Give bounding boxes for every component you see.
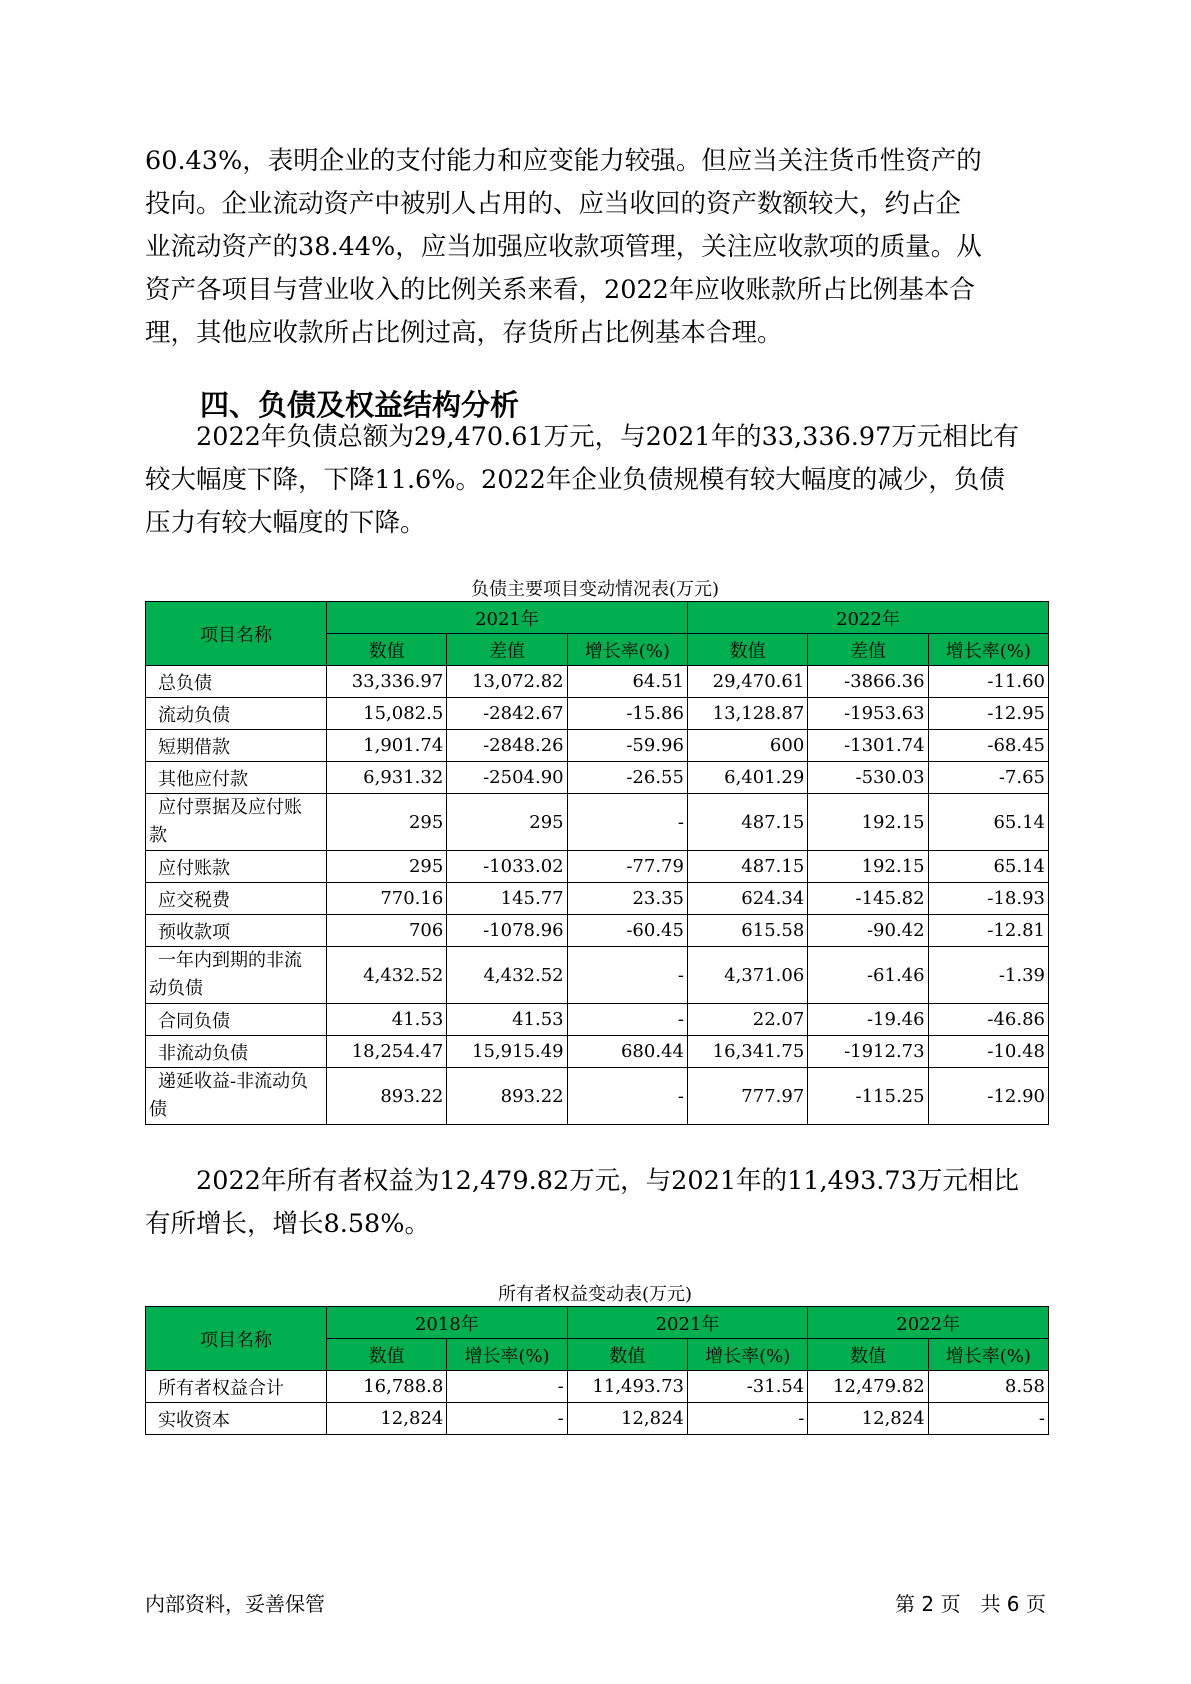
table-cell: -60.45 bbox=[567, 915, 687, 947]
header-col: 增长率(%) bbox=[567, 634, 687, 666]
body-paragraph-2 bbox=[145, 416, 1045, 545]
header-year: 2022年 bbox=[808, 1307, 1049, 1339]
table-cell: 12,824 bbox=[808, 1403, 928, 1435]
table-cell: -1033.02 bbox=[447, 851, 567, 883]
row-label-line: 一年内到期的非流 bbox=[158, 950, 302, 971]
equity-table bbox=[145, 1306, 1049, 1435]
row-label: 预收款项 bbox=[146, 915, 327, 947]
table-cell: 12,824 bbox=[567, 1403, 687, 1435]
table-cell: - bbox=[447, 1371, 567, 1403]
table-cell: 192.15 bbox=[808, 794, 928, 851]
table-cell: 6,931.32 bbox=[327, 762, 447, 794]
liabilities-table bbox=[145, 601, 1049, 1125]
table-cell: -12.90 bbox=[928, 1068, 1048, 1125]
table-cell: 64.51 bbox=[567, 666, 687, 698]
table-cell: 4,371.06 bbox=[687, 947, 807, 1004]
paragraph-line: 理，其他应收款所占比例过高，存货所占比例基本合理。 bbox=[145, 318, 783, 348]
body-paragraph-1 bbox=[145, 140, 1045, 355]
table-cell: 65.14 bbox=[928, 794, 1048, 851]
row-label: 实收资本 bbox=[146, 1403, 327, 1435]
table-cell: 4,432.52 bbox=[327, 947, 447, 1004]
footer-page-number: 第 2 页 共 6 页 bbox=[895, 1592, 1046, 1616]
table-cell: -15.86 bbox=[567, 698, 687, 730]
table-cell: -18.93 bbox=[928, 883, 1048, 915]
table-cell: 6,401.29 bbox=[687, 762, 807, 794]
paragraph-line: 较大幅度下降，下降11.6%。2022年企业负债规模有较大幅度的减少，负债 bbox=[145, 465, 1005, 495]
table-cell: -2504.90 bbox=[447, 762, 567, 794]
header-col: 增长率(%) bbox=[928, 1339, 1048, 1371]
header-col: 差值 bbox=[808, 634, 928, 666]
table-cell: -19.46 bbox=[808, 1004, 928, 1036]
table-cell: 15,082.5 bbox=[327, 698, 447, 730]
table-row bbox=[146, 1068, 1049, 1125]
table-cell: 23.35 bbox=[567, 883, 687, 915]
table-cell: -12.81 bbox=[928, 915, 1048, 947]
row-label: 所有者权益合计 bbox=[146, 1371, 327, 1403]
table-cell: 15,915.49 bbox=[447, 1036, 567, 1068]
paragraph-line: 2022年所有者权益为12,479.82万元，与2021年的11,493.73万元相比 bbox=[145, 1166, 1019, 1196]
table-cell: - bbox=[688, 1403, 808, 1435]
table-cell: -530.03 bbox=[808, 762, 928, 794]
paragraph-line: 业流动资产的38.44%，应当加强应收款项管理，关注应收款项的质量。从 bbox=[145, 232, 982, 262]
row-label: 总负债 bbox=[146, 666, 327, 698]
header-year: 2021年 bbox=[327, 602, 688, 634]
section-heading: 四、负债及权益结构分析 bbox=[200, 388, 520, 422]
row-label: 应交税费 bbox=[146, 883, 327, 915]
row-label-line: 债 bbox=[149, 1099, 167, 1120]
table-cell: - bbox=[928, 1403, 1048, 1435]
header-item-name: 项目名称 bbox=[146, 602, 327, 666]
table-cell: -115.25 bbox=[808, 1068, 928, 1125]
table-row bbox=[146, 1371, 1049, 1403]
header-item-name: 项目名称 bbox=[146, 1307, 327, 1371]
header-year: 2022年 bbox=[687, 602, 1048, 634]
table-cell: 12,479.82 bbox=[808, 1371, 928, 1403]
table-cell: 615.58 bbox=[687, 915, 807, 947]
table-cell: 295 bbox=[327, 794, 447, 851]
row-label: 其他应付款 bbox=[146, 762, 327, 794]
table-cell: 41.53 bbox=[327, 1004, 447, 1036]
table-cell: -61.46 bbox=[808, 947, 928, 1004]
table-row bbox=[146, 947, 1049, 1004]
header-col: 增长率(%) bbox=[447, 1339, 567, 1371]
header-col: 差值 bbox=[447, 634, 567, 666]
row-label: 合同负债 bbox=[146, 1004, 327, 1036]
table-row bbox=[146, 1036, 1049, 1068]
header-col: 数值 bbox=[687, 634, 807, 666]
table-row bbox=[146, 851, 1049, 883]
body-paragraph-3 bbox=[145, 1160, 1045, 1246]
paragraph-line: 2022年负债总额为29,470.61万元，与2021年的33,336.97万元相比有 bbox=[145, 422, 1019, 452]
table-cell: - bbox=[567, 947, 687, 1004]
header-year: 2021年 bbox=[567, 1307, 808, 1339]
table-cell: 487.15 bbox=[687, 794, 807, 851]
header-col: 数值 bbox=[327, 634, 447, 666]
table-row bbox=[146, 1403, 1049, 1435]
header-col: 增长率(%) bbox=[928, 634, 1048, 666]
paragraph-line: 60.43%，表明企业的支付能力和应变能力较强。但应当关注货币性资产的 bbox=[145, 146, 982, 176]
table-cell: -1953.63 bbox=[808, 698, 928, 730]
table-cell: 13,072.82 bbox=[447, 666, 567, 698]
row-label: 短期借款 bbox=[146, 730, 327, 762]
table-cell: - bbox=[567, 1004, 687, 1036]
header-col: 增长率(%) bbox=[688, 1339, 808, 1371]
header-col: 数值 bbox=[808, 1339, 928, 1371]
table-row bbox=[146, 730, 1049, 762]
table-cell: 13,128.87 bbox=[687, 698, 807, 730]
table-row bbox=[146, 883, 1049, 915]
table-cell: 706 bbox=[327, 915, 447, 947]
table-cell: -2842.67 bbox=[447, 698, 567, 730]
paragraph-line: 资产各项目与营业收入的比例关系来看，2022年应收账款所占比例基本合 bbox=[145, 275, 975, 305]
table-cell: 16,788.8 bbox=[327, 1371, 447, 1403]
table-row bbox=[146, 666, 1049, 698]
table-cell: 192.15 bbox=[808, 851, 928, 883]
table-cell: -90.42 bbox=[808, 915, 928, 947]
table-cell: -11.60 bbox=[928, 666, 1048, 698]
table-cell: 22.07 bbox=[687, 1004, 807, 1036]
table-cell: 29,470.61 bbox=[687, 666, 807, 698]
table-cell: - bbox=[567, 1068, 687, 1125]
row-label: 应付账款 bbox=[146, 851, 327, 883]
row-label: 流动负债 bbox=[146, 698, 327, 730]
row-label-line: 款 bbox=[149, 825, 167, 846]
table-row bbox=[146, 1004, 1049, 1036]
row-label-line: 动负债 bbox=[149, 978, 203, 999]
table-cell: -68.45 bbox=[928, 730, 1048, 762]
paragraph-line: 投向。企业流动资产中被别人占用的、应当收回的资产数额较大，约占企 bbox=[145, 189, 962, 219]
table-cell: 8.58 bbox=[928, 1371, 1048, 1403]
row-label-line: 递延收益-非流动负 bbox=[158, 1071, 309, 1092]
header-col: 数值 bbox=[327, 1339, 447, 1371]
table-cell: -46.86 bbox=[928, 1004, 1048, 1036]
table-cell: 12,824 bbox=[327, 1403, 447, 1435]
table-cell: 295 bbox=[447, 794, 567, 851]
table-cell: -77.79 bbox=[567, 851, 687, 883]
table-row bbox=[146, 915, 1049, 947]
table-cell: -1301.74 bbox=[808, 730, 928, 762]
table-cell: 65.14 bbox=[928, 851, 1048, 883]
table-cell: -7.65 bbox=[928, 762, 1048, 794]
table-cell: -10.48 bbox=[928, 1036, 1048, 1068]
table-cell: -1912.73 bbox=[808, 1036, 928, 1068]
table-cell: 18,254.47 bbox=[327, 1036, 447, 1068]
table-cell: 624.34 bbox=[687, 883, 807, 915]
table-cell: 11,493.73 bbox=[567, 1371, 687, 1403]
row-label bbox=[146, 794, 327, 851]
table-cell: - bbox=[567, 794, 687, 851]
table-row bbox=[146, 698, 1049, 730]
table-cell: 41.53 bbox=[447, 1004, 567, 1036]
table-cell: 893.22 bbox=[327, 1068, 447, 1125]
table-cell: 145.77 bbox=[447, 883, 567, 915]
table-cell: 33,336.97 bbox=[327, 666, 447, 698]
table-cell: 487.15 bbox=[687, 851, 807, 883]
table-cell: 680.44 bbox=[567, 1036, 687, 1068]
table-cell: 770.16 bbox=[327, 883, 447, 915]
table-cell: -3866.36 bbox=[808, 666, 928, 698]
table-cell: -1.39 bbox=[928, 947, 1048, 1004]
table-cell: -12.95 bbox=[928, 698, 1048, 730]
table-cell: -59.96 bbox=[567, 730, 687, 762]
table-cell: 893.22 bbox=[447, 1068, 567, 1125]
table-cell: 16,341.75 bbox=[687, 1036, 807, 1068]
table-cell: 4,432.52 bbox=[447, 947, 567, 1004]
row-label-line: 应付票据及应付账 bbox=[158, 797, 302, 818]
table-cell: 295 bbox=[327, 851, 447, 883]
row-label bbox=[146, 947, 327, 1004]
row-label: 非流动负债 bbox=[146, 1036, 327, 1068]
paragraph-line: 压力有较大幅度的下降。 bbox=[145, 508, 426, 538]
table-cell: -145.82 bbox=[808, 883, 928, 915]
footer-confidential-note: 内部资料，妥善保管 bbox=[145, 1592, 325, 1616]
table-cell: 1,901.74 bbox=[327, 730, 447, 762]
table-cell: 600 bbox=[687, 730, 807, 762]
table-cell: 777.97 bbox=[687, 1068, 807, 1125]
table-caption-equity: 所有者权益变动表(万元) bbox=[497, 1284, 693, 1305]
table-row bbox=[146, 794, 1049, 851]
table-cell: -2848.26 bbox=[447, 730, 567, 762]
table-cell: -26.55 bbox=[567, 762, 687, 794]
paragraph-line: 有所增长，增长8.58%。 bbox=[145, 1209, 431, 1239]
table-cell: -1078.96 bbox=[447, 915, 567, 947]
table-caption-liabilities: 负债主要项目变动情况表(万元) bbox=[470, 579, 720, 600]
header-col: 数值 bbox=[567, 1339, 687, 1371]
header-year: 2018年 bbox=[327, 1307, 568, 1339]
table-row bbox=[146, 762, 1049, 794]
table-cell: -31.54 bbox=[688, 1371, 808, 1403]
table-cell: - bbox=[447, 1403, 567, 1435]
row-label bbox=[146, 1068, 327, 1125]
